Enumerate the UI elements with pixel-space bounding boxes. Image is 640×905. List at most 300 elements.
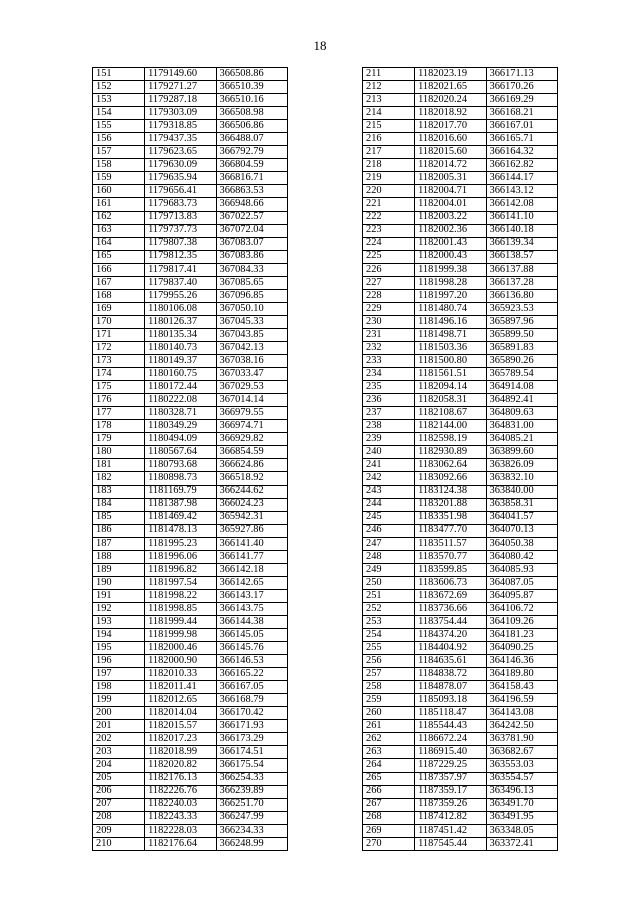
- table-row: [363, 642, 558, 655]
- x-coordinate-cell: 1179149.60: [145, 68, 216, 81]
- point-number-cell: 159: [93, 172, 145, 185]
- y-coordinate-cell: 366792.79: [216, 146, 287, 159]
- coordinates-table-left: [92, 67, 288, 851]
- x-coordinate-cell: 1187359.17: [415, 785, 486, 798]
- table-row: [363, 759, 558, 772]
- x-coordinate-cell: 1179318.85: [145, 120, 216, 133]
- y-coordinate-cell: 366139.34: [486, 237, 557, 250]
- point-number-cell: 253: [363, 615, 415, 628]
- point-number-cell: 245: [363, 511, 415, 524]
- x-coordinate-cell: 1181997.20: [415, 289, 486, 302]
- y-coordinate-cell: 367045.33: [216, 315, 287, 328]
- y-coordinate-cell: 366171.13: [486, 68, 557, 81]
- y-coordinate-cell: 366167.01: [486, 120, 557, 133]
- table-row: [93, 537, 288, 550]
- point-number-cell: 251: [363, 589, 415, 602]
- x-coordinate-cell: 1180149.37: [145, 355, 216, 368]
- y-coordinate-cell: 366248.99: [216, 837, 287, 850]
- point-number-cell: 214: [363, 107, 415, 120]
- point-number-cell: 252: [363, 602, 415, 615]
- x-coordinate-cell: 1183736.66: [415, 602, 486, 615]
- table-row: [363, 537, 558, 550]
- y-coordinate-cell: 367042.13: [216, 341, 287, 354]
- x-coordinate-cell: 1182021.65: [415, 81, 486, 94]
- table-row: [93, 81, 288, 94]
- point-number-cell: 242: [363, 472, 415, 485]
- x-coordinate-cell: 1182176.64: [145, 837, 216, 850]
- y-coordinate-cell: 366170.42: [216, 707, 287, 720]
- table-row: [363, 302, 558, 315]
- point-number-cell: 175: [93, 381, 145, 394]
- y-coordinate-cell: 367029.53: [216, 381, 287, 394]
- y-coordinate-cell: 364809.63: [486, 407, 557, 420]
- x-coordinate-cell: 1182005.31: [415, 172, 486, 185]
- x-coordinate-cell: 1180126.37: [145, 315, 216, 328]
- point-number-cell: 210: [93, 837, 145, 850]
- point-number-cell: 152: [93, 81, 145, 94]
- x-coordinate-cell: 1182226.76: [145, 785, 216, 798]
- y-coordinate-cell: 366948.66: [216, 198, 287, 211]
- x-coordinate-cell: 1183201.88: [415, 498, 486, 511]
- table-row: [93, 694, 288, 707]
- y-coordinate-cell: 364085.93: [486, 563, 557, 576]
- point-number-cell: 194: [93, 629, 145, 642]
- y-coordinate-cell: 365890.26: [486, 355, 557, 368]
- point-number-cell: 232: [363, 341, 415, 354]
- x-coordinate-cell: 1180793.68: [145, 459, 216, 472]
- point-number-cell: 154: [93, 107, 145, 120]
- table-row: [363, 472, 558, 485]
- table-row: [93, 563, 288, 576]
- table-row: [93, 798, 288, 811]
- y-coordinate-cell: 367083.07: [216, 237, 287, 250]
- table-row: [363, 341, 558, 354]
- y-coordinate-cell: 364158.43: [486, 681, 557, 694]
- table-row: [93, 237, 288, 250]
- table-row: [93, 550, 288, 563]
- point-number-cell: 261: [363, 720, 415, 733]
- table-row: [363, 81, 558, 94]
- x-coordinate-cell: 1179837.40: [145, 276, 216, 289]
- point-number-cell: 226: [363, 263, 415, 276]
- point-number-cell: 212: [363, 81, 415, 94]
- y-coordinate-cell: 366146.53: [216, 655, 287, 668]
- table-row: [363, 589, 558, 602]
- x-coordinate-cell: 1180106.08: [145, 302, 216, 315]
- point-number-cell: 172: [93, 341, 145, 354]
- x-coordinate-cell: 1179737.73: [145, 224, 216, 237]
- y-coordinate-cell: 363682.67: [486, 746, 557, 759]
- x-coordinate-cell: 1179713.83: [145, 211, 216, 224]
- point-number-cell: 237: [363, 407, 415, 420]
- point-number-cell: 192: [93, 602, 145, 615]
- x-coordinate-cell: 1182018.99: [145, 746, 216, 759]
- x-coordinate-cell: 1181503.36: [415, 341, 486, 354]
- point-number-cell: 201: [93, 720, 145, 733]
- x-coordinate-cell: 1186672.24: [415, 733, 486, 746]
- table-row: [93, 485, 288, 498]
- point-number-cell: 184: [93, 498, 145, 511]
- table-row: [93, 668, 288, 681]
- table-row: [93, 289, 288, 302]
- y-coordinate-cell: 365927.86: [216, 524, 287, 537]
- y-coordinate-cell: 364090.25: [486, 642, 557, 655]
- x-coordinate-cell: 1182014.72: [415, 159, 486, 172]
- table-row: [363, 211, 558, 224]
- table-row: [363, 328, 558, 341]
- point-number-cell: 223: [363, 224, 415, 237]
- table-row: [93, 472, 288, 485]
- point-number-cell: 258: [363, 681, 415, 694]
- y-coordinate-cell: 364095.87: [486, 589, 557, 602]
- table-row: [93, 759, 288, 772]
- y-coordinate-cell: 364831.00: [486, 420, 557, 433]
- x-coordinate-cell: 1187229.25: [415, 759, 486, 772]
- table-row: [363, 263, 558, 276]
- table-row: [93, 68, 288, 81]
- y-coordinate-cell: 366142.08: [486, 198, 557, 211]
- x-coordinate-cell: 1182023.19: [415, 68, 486, 81]
- point-number-cell: 202: [93, 733, 145, 746]
- y-coordinate-cell: 367085.65: [216, 276, 287, 289]
- x-coordinate-cell: 1182016.60: [415, 133, 486, 146]
- y-coordinate-cell: 366854.59: [216, 446, 287, 459]
- page-number: 18: [313, 38, 327, 53]
- table-row: [363, 381, 558, 394]
- table-row: [93, 459, 288, 472]
- x-coordinate-cell: 1182058.31: [415, 394, 486, 407]
- y-coordinate-cell: 366488.07: [216, 133, 287, 146]
- x-coordinate-cell: 1183599.85: [415, 563, 486, 576]
- x-coordinate-cell: 1183672.69: [415, 589, 486, 602]
- y-coordinate-cell: 365923.53: [486, 302, 557, 315]
- y-coordinate-cell: 366506.86: [216, 120, 287, 133]
- y-coordinate-cell: 366165.22: [216, 668, 287, 681]
- y-coordinate-cell: 366251.70: [216, 798, 287, 811]
- table-row: [93, 107, 288, 120]
- x-coordinate-cell: 1180160.75: [145, 368, 216, 381]
- point-number-cell: 235: [363, 381, 415, 394]
- table-row: [93, 433, 288, 446]
- x-coordinate-cell: 1182000.90: [145, 655, 216, 668]
- table-row: [363, 524, 558, 537]
- y-coordinate-cell: 367022.57: [216, 211, 287, 224]
- x-coordinate-cell: 1181998.85: [145, 602, 216, 615]
- point-number-cell: 161: [93, 198, 145, 211]
- y-coordinate-cell: 366863.53: [216, 185, 287, 198]
- point-number-cell: 228: [363, 289, 415, 302]
- x-coordinate-cell: 1182015.60: [415, 146, 486, 159]
- y-coordinate-cell: 366024.23: [216, 498, 287, 511]
- y-coordinate-cell: 366167.05: [216, 681, 287, 694]
- table-row: [93, 576, 288, 589]
- x-coordinate-cell: 1182012.65: [145, 694, 216, 707]
- table-row: [363, 68, 558, 81]
- point-number-cell: 217: [363, 146, 415, 159]
- y-coordinate-cell: 366234.33: [216, 824, 287, 837]
- point-number-cell: 249: [363, 563, 415, 576]
- point-number-cell: 190: [93, 576, 145, 589]
- table-row: [93, 394, 288, 407]
- table-row: [93, 642, 288, 655]
- y-coordinate-cell: 366168.21: [486, 107, 557, 120]
- y-coordinate-cell: 363832.10: [486, 472, 557, 485]
- point-number-cell: 254: [363, 629, 415, 642]
- point-number-cell: 168: [93, 289, 145, 302]
- x-coordinate-cell: 1182020.82: [145, 759, 216, 772]
- y-coordinate-cell: 364189.80: [486, 668, 557, 681]
- y-coordinate-cell: 366141.77: [216, 550, 287, 563]
- point-number-cell: 211: [363, 68, 415, 81]
- point-number-cell: 155: [93, 120, 145, 133]
- x-coordinate-cell: 1181469.42: [145, 511, 216, 524]
- x-coordinate-cell: 1182000.43: [415, 250, 486, 263]
- point-number-cell: 227: [363, 276, 415, 289]
- table-row: [93, 159, 288, 172]
- point-number-cell: 164: [93, 237, 145, 250]
- table-row: [363, 733, 558, 746]
- table-row: [363, 185, 558, 198]
- x-coordinate-cell: 1179287.18: [145, 94, 216, 107]
- x-coordinate-cell: 1182017.70: [415, 120, 486, 133]
- x-coordinate-cell: 1181500.80: [415, 355, 486, 368]
- point-number-cell: 153: [93, 94, 145, 107]
- table-row: [93, 629, 288, 642]
- point-number-cell: 186: [93, 524, 145, 537]
- y-coordinate-cell: 367072.04: [216, 224, 287, 237]
- point-number-cell: 241: [363, 459, 415, 472]
- table-row: [363, 224, 558, 237]
- y-coordinate-cell: 364070.13: [486, 524, 557, 537]
- table-row: [363, 824, 558, 837]
- y-coordinate-cell: 363899.60: [486, 446, 557, 459]
- point-number-cell: 171: [93, 328, 145, 341]
- point-number-cell: 257: [363, 668, 415, 681]
- table-row: [93, 407, 288, 420]
- point-number-cell: 218: [363, 159, 415, 172]
- point-number-cell: 179: [93, 433, 145, 446]
- y-coordinate-cell: 366173.29: [216, 733, 287, 746]
- table-row: [363, 459, 558, 472]
- point-number-cell: 163: [93, 224, 145, 237]
- x-coordinate-cell: 1183511.57: [415, 537, 486, 550]
- table-row: [363, 837, 558, 850]
- table-row: [363, 629, 558, 642]
- y-coordinate-cell: 366141.40: [216, 537, 287, 550]
- x-coordinate-cell: 1182010.33: [145, 668, 216, 681]
- table-row: [93, 381, 288, 394]
- y-coordinate-cell: 364181.23: [486, 629, 557, 642]
- table-row: [363, 94, 558, 107]
- table-row: [93, 94, 288, 107]
- y-coordinate-cell: 366136.80: [486, 289, 557, 302]
- table-row: [93, 211, 288, 224]
- point-number-cell: 231: [363, 328, 415, 341]
- y-coordinate-cell: 366144.38: [216, 615, 287, 628]
- x-coordinate-cell: 1187545.44: [415, 837, 486, 850]
- x-coordinate-cell: 1182176.13: [145, 772, 216, 785]
- point-number-cell: 238: [363, 420, 415, 433]
- x-coordinate-cell: 1183124.38: [415, 485, 486, 498]
- y-coordinate-cell: 363554.57: [486, 772, 557, 785]
- y-coordinate-cell: 364087.05: [486, 576, 557, 589]
- y-coordinate-cell: 363348.05: [486, 824, 557, 837]
- table-row: [93, 368, 288, 381]
- point-number-cell: 199: [93, 694, 145, 707]
- x-coordinate-cell: 1183570.77: [415, 550, 486, 563]
- table-row: [363, 107, 558, 120]
- y-coordinate-cell: 364109.26: [486, 615, 557, 628]
- x-coordinate-cell: 1179630.09: [145, 159, 216, 172]
- point-number-cell: 183: [93, 485, 145, 498]
- point-number-cell: 197: [93, 668, 145, 681]
- y-coordinate-cell: 364146.36: [486, 655, 557, 668]
- x-coordinate-cell: 1181169.79: [145, 485, 216, 498]
- point-number-cell: 166: [93, 263, 145, 276]
- table-row: [363, 159, 558, 172]
- y-coordinate-cell: 363491.70: [486, 798, 557, 811]
- point-number-cell: 239: [363, 433, 415, 446]
- y-coordinate-cell: 363858.31: [486, 498, 557, 511]
- x-coordinate-cell: 1182228.03: [145, 824, 216, 837]
- x-coordinate-cell: 1182240.03: [145, 798, 216, 811]
- table-row: [363, 368, 558, 381]
- x-coordinate-cell: 1187357.97: [415, 772, 486, 785]
- table-row: [93, 707, 288, 720]
- x-coordinate-cell: 1184838.72: [415, 668, 486, 681]
- table-row: [93, 302, 288, 315]
- y-coordinate-cell: 366144.17: [486, 172, 557, 185]
- point-number-cell: 169: [93, 302, 145, 315]
- point-number-cell: 207: [93, 798, 145, 811]
- point-number-cell: 200: [93, 707, 145, 720]
- x-coordinate-cell: 1183754.44: [415, 615, 486, 628]
- coordinates-table-right: [362, 67, 558, 851]
- point-number-cell: 157: [93, 146, 145, 159]
- table-row: [93, 511, 288, 524]
- point-number-cell: 174: [93, 368, 145, 381]
- point-number-cell: 167: [93, 276, 145, 289]
- point-number-cell: 255: [363, 642, 415, 655]
- x-coordinate-cell: 1179437.35: [145, 133, 216, 146]
- y-coordinate-cell: 366140.18: [486, 224, 557, 237]
- point-number-cell: 270: [363, 837, 415, 850]
- y-coordinate-cell: 365942.31: [216, 511, 287, 524]
- table-row: [93, 146, 288, 159]
- point-number-cell: 176: [93, 394, 145, 407]
- y-coordinate-cell: 365891.83: [486, 341, 557, 354]
- table-row: [93, 746, 288, 759]
- y-coordinate-cell: 366137.28: [486, 276, 557, 289]
- x-coordinate-cell: 1179817.41: [145, 263, 216, 276]
- y-coordinate-cell: 366143.12: [486, 185, 557, 198]
- x-coordinate-cell: 1181995.23: [145, 537, 216, 550]
- y-coordinate-cell: 364085.21: [486, 433, 557, 446]
- table-row: [93, 811, 288, 824]
- x-coordinate-cell: 1182004.01: [415, 198, 486, 211]
- y-coordinate-cell: 367043.85: [216, 328, 287, 341]
- x-coordinate-cell: 1181478.13: [145, 524, 216, 537]
- y-coordinate-cell: 367014.14: [216, 394, 287, 407]
- point-number-cell: 216: [363, 133, 415, 146]
- table-row: [93, 328, 288, 341]
- x-coordinate-cell: 1181998.28: [415, 276, 486, 289]
- x-coordinate-cell: 1187412.82: [415, 811, 486, 824]
- x-coordinate-cell: 1185118.47: [415, 707, 486, 720]
- point-number-cell: 222: [363, 211, 415, 224]
- table-row: [93, 420, 288, 433]
- point-number-cell: 240: [363, 446, 415, 459]
- y-coordinate-cell: 367050.10: [216, 302, 287, 315]
- point-number-cell: 233: [363, 355, 415, 368]
- point-number-cell: 248: [363, 550, 415, 563]
- point-number-cell: 178: [93, 420, 145, 433]
- table-row: [363, 811, 558, 824]
- table-row: [363, 615, 558, 628]
- y-coordinate-cell: 365789.54: [486, 368, 557, 381]
- y-coordinate-cell: 366141.10: [486, 211, 557, 224]
- x-coordinate-cell: 1181498.71: [415, 328, 486, 341]
- table-row: [363, 485, 558, 498]
- point-number-cell: 151: [93, 68, 145, 81]
- y-coordinate-cell: 366142.18: [216, 563, 287, 576]
- table-row: [93, 720, 288, 733]
- point-number-cell: 220: [363, 185, 415, 198]
- y-coordinate-cell: 366145.76: [216, 642, 287, 655]
- x-coordinate-cell: 1181996.06: [145, 550, 216, 563]
- table-row: [93, 341, 288, 354]
- x-coordinate-cell: 1182144.00: [415, 420, 486, 433]
- table-row: [93, 120, 288, 133]
- x-coordinate-cell: 1179656.41: [145, 185, 216, 198]
- table-row: [93, 224, 288, 237]
- table-row: [363, 798, 558, 811]
- y-coordinate-cell: 366239.89: [216, 785, 287, 798]
- y-coordinate-cell: 366143.75: [216, 602, 287, 615]
- table-row: [93, 615, 288, 628]
- x-coordinate-cell: 1182243.33: [145, 811, 216, 824]
- table-row: [93, 133, 288, 146]
- y-coordinate-cell: 366162.82: [486, 159, 557, 172]
- x-coordinate-cell: 1181997.54: [145, 576, 216, 589]
- y-coordinate-cell: 363826.09: [486, 459, 557, 472]
- table-row: [93, 276, 288, 289]
- table-row: [363, 198, 558, 211]
- y-coordinate-cell: 366518.92: [216, 472, 287, 485]
- point-number-cell: 263: [363, 746, 415, 759]
- table-row: [93, 172, 288, 185]
- point-number-cell: 165: [93, 250, 145, 263]
- x-coordinate-cell: 1182004.71: [415, 185, 486, 198]
- x-coordinate-cell: 1184374.20: [415, 629, 486, 642]
- table-row: [93, 250, 288, 263]
- y-coordinate-cell: 364143.08: [486, 707, 557, 720]
- table-row: [93, 589, 288, 602]
- point-number-cell: 189: [93, 563, 145, 576]
- point-number-cell: 173: [93, 355, 145, 368]
- point-number-cell: 170: [93, 315, 145, 328]
- point-number-cell: 158: [93, 159, 145, 172]
- y-coordinate-cell: 366247.99: [216, 811, 287, 824]
- table-row: [93, 681, 288, 694]
- y-coordinate-cell: 366508.86: [216, 68, 287, 81]
- y-coordinate-cell: 364242.50: [486, 720, 557, 733]
- table-row: [363, 237, 558, 250]
- y-coordinate-cell: 367096.85: [216, 289, 287, 302]
- table-row: [93, 772, 288, 785]
- x-coordinate-cell: 1182598.19: [415, 433, 486, 446]
- table-row: [93, 355, 288, 368]
